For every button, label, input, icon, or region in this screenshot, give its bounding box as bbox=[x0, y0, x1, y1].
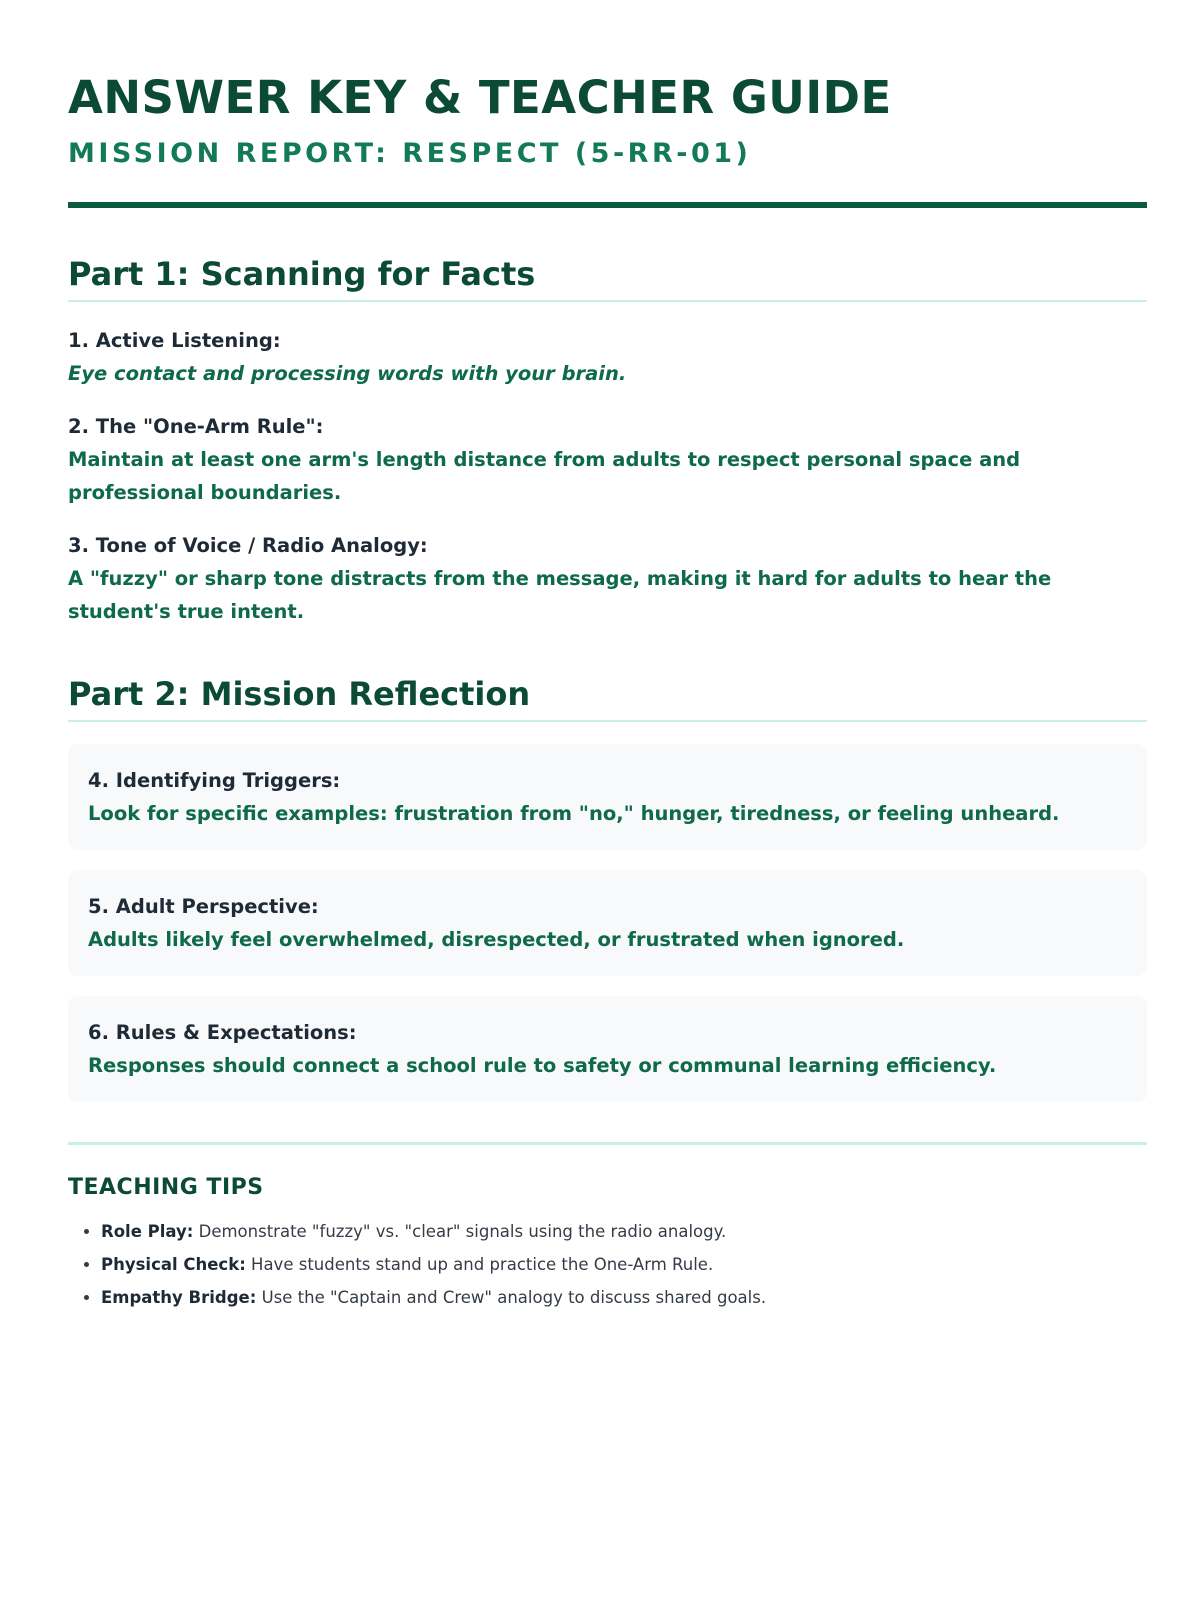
tips-list bbox=[68, 1215, 1147, 1314]
tip-label: Empathy Bridge: bbox=[101, 1288, 257, 1307]
question-label: 1. Active Listening: bbox=[68, 329, 281, 352]
page-subtitle: MISSION REPORT: RESPECT (5-RR-01) bbox=[68, 138, 752, 169]
tips-divider bbox=[68, 1142, 1147, 1145]
answer-text: Look for specific examples: frustration from "no," hunger, tiredness, or feeling unheard. bbox=[88, 802, 1060, 825]
tip-label: Physical Check: bbox=[101, 1255, 246, 1274]
answer-text: Eye contact and processing words with your brain. bbox=[68, 362, 627, 385]
part1-heading: Part 1: Scanning for Facts bbox=[68, 252, 1147, 302]
question-label: 2. The "One-Arm Rule": bbox=[68, 415, 324, 438]
answer-item bbox=[68, 410, 1147, 509]
answer-text: Maintain at least one arm's length distance from adults to respect personal space and professional boundaries. bbox=[68, 448, 1021, 504]
tip-label: Role Play: bbox=[101, 1222, 194, 1241]
part1-section bbox=[68, 252, 1147, 628]
tip-item bbox=[101, 1248, 1147, 1281]
question-label: 5. Adult Perspective: bbox=[88, 895, 319, 918]
tip-text: Have students stand up and practice the One-Arm Rule. bbox=[245, 1255, 714, 1274]
part2-section bbox=[68, 672, 1147, 1102]
reflection-card bbox=[68, 870, 1147, 976]
answer-text: A "fuzzy" or sharp tone distracts from the message, making it hard for adults to hear the student's true intent. bbox=[68, 567, 1052, 623]
question-label: 3. Tone of Voice / Radio Analogy: bbox=[68, 534, 428, 557]
answer-text: Adults likely feel overwhelmed, disrespected, or frustrated when ignored. bbox=[88, 928, 905, 951]
title-divider bbox=[68, 202, 1147, 208]
tip-item bbox=[101, 1281, 1147, 1314]
question-label: 6. Rules & Expectations: bbox=[88, 1021, 357, 1044]
question-label: 4. Identifying Triggers: bbox=[88, 769, 341, 792]
tips-heading: TEACHING TIPS bbox=[68, 1175, 264, 1200]
answer-text: Responses should connect a school rule to safety or communal learning efficiency. bbox=[88, 1054, 997, 1077]
reflection-card bbox=[68, 744, 1147, 850]
answer-item bbox=[68, 324, 1147, 390]
page-title: ANSWER KEY & TEACHER GUIDE bbox=[68, 71, 892, 124]
tip-item bbox=[101, 1215, 1147, 1248]
answer-item bbox=[68, 529, 1147, 628]
tip-text: Use the "Captain and Crew" analogy to discuss shared goals. bbox=[256, 1288, 767, 1307]
tip-text: Demonstrate "fuzzy" vs. "clear" signals using the radio analogy. bbox=[193, 1222, 727, 1241]
reflection-card bbox=[68, 996, 1147, 1102]
part2-heading: Part 2: Mission Reflection bbox=[68, 672, 1147, 722]
teaching-tips-section bbox=[68, 1173, 1147, 1314]
